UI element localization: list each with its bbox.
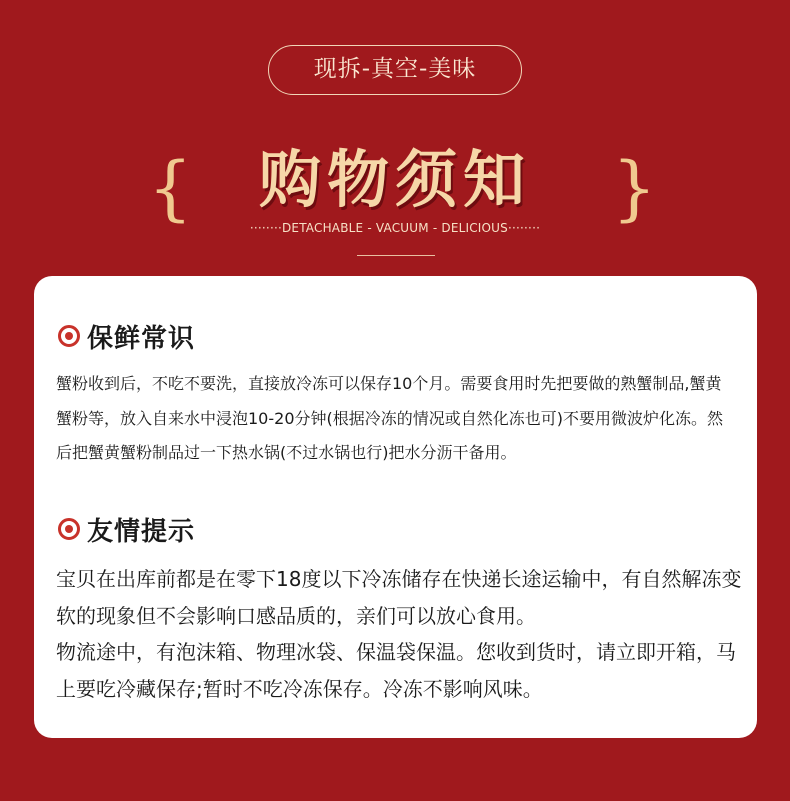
section-header-preservation — [58, 319, 195, 353]
target-ring-icon — [58, 325, 80, 347]
right-brace-decoration: } — [612, 147, 657, 229]
info-card — [34, 276, 757, 738]
page-subtitle: ········DETACHABLE - VACUUM - DELICIOUS········ — [249, 221, 541, 235]
target-ring-icon — [58, 518, 80, 540]
left-brace-decoration: { — [148, 147, 193, 229]
tagline-pill: 现拆-真空-美味 — [268, 45, 522, 95]
section-title: 保鲜常识 — [87, 323, 196, 354]
page-title: 购物须知 — [258, 143, 531, 216]
section-paragraph: 宝贝在出库前都是在零下18度以下冷冻储存在快递长途运输中，有自然解冻变软的现象但不会影响口感品质的，亲们可以放心食用。 — [56, 567, 742, 628]
section-title: 友情提示 — [87, 516, 196, 547]
section-paragraph: 蟹粉收到后，不吃不要洗，直接放冷冻可以保存10个月。需要食用时先把要做的熟蟹制品,蟹黄蟹粉等，放入自来水中浸泡10-20分钟(根据冷冻的情况或自然化冻也可)不要用微波炉化冻。然后把蟹黄蟹粉制品过一下热水锅(不过水锅也行)把水分沥干备用。 — [56, 374, 723, 462]
subtitle-divider — [357, 255, 435, 256]
section-header-tips — [58, 512, 195, 546]
section-paragraph: 物流途中，有泡沫箱、物理冰袋、保温袋保温。您收到货时，请立即开箱，马上要吃冷藏保存;暂时不吃冷冻保存。冷冻不影响风味。 — [56, 640, 736, 701]
